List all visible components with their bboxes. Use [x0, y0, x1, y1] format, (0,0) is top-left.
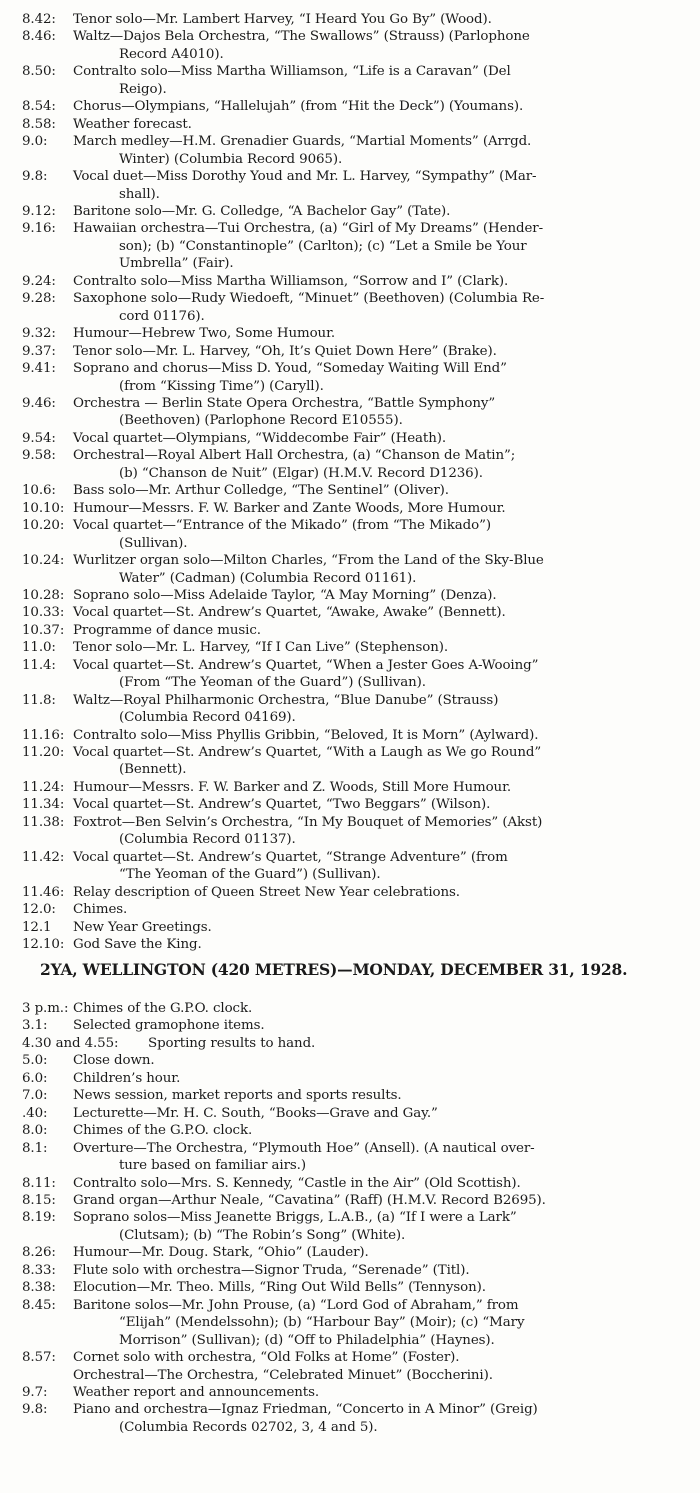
programme-entry: [0, 884, 700, 901]
entry-text: March medley—H.M. Grenadier Guards, “Martial Moments” (Arrgd.: [73, 134, 532, 150]
programme-entry: [0, 1349, 700, 1384]
entry-text-continued: (Columbia Records 02702, 3, 4 and 5).: [119, 1419, 378, 1435]
entry-time: 8.45:: [22, 1297, 56, 1313]
programme-entry: [0, 1175, 700, 1192]
entry-text: Tenor solo—Mr. L. Harvey, “Oh, It’s Quiet Down Here” (Brake).: [73, 343, 497, 359]
entry-time: 8.15:: [22, 1192, 56, 1208]
entry-time: 8.42:: [22, 12, 56, 27]
programme-entry: [0, 482, 700, 499]
entry-text: Chimes.: [73, 902, 128, 918]
entry-text: Children’s hour.: [73, 1070, 181, 1086]
programme-entry: [0, 1262, 700, 1279]
programme-entry: [0, 587, 700, 604]
entry-text-continued: “The Yeoman of the Guard”) (Sullivan).: [119, 867, 381, 883]
entry-text: Lecturette—Mr. H. C. South, “Books—Grave and Gay.”: [73, 1105, 438, 1121]
entry-text: Relay description of Queen Street New Year celebrations.: [73, 884, 460, 900]
programme-entry: [0, 622, 700, 639]
entry-text-continued: Umbrella” (Fair).: [119, 256, 234, 272]
entry-text: Flute solo with orchestra—Signor Truda, “Serenade” (Titl).: [73, 1262, 470, 1278]
programme-entry: [0, 901, 700, 918]
entry-time: 9.16:: [22, 221, 56, 237]
programme-entry: [0, 430, 700, 447]
entry-time: 10.33:: [22, 605, 65, 621]
entry-text: Vocal quartet—St. Andrew’s Quartet, “Awake, Awake” (Bennett).: [73, 605, 506, 621]
programme-entry: [0, 1087, 700, 1104]
entry-text: God Save the King.: [73, 937, 202, 953]
entry-time: 10.6:: [22, 483, 56, 499]
entry-text: Hawaiian orchestra—Tui Orchestra, (a) “Girl of My Dreams” (Hender-: [73, 221, 543, 237]
entry-time: 10.28:: [22, 587, 65, 603]
entry-time: 8.46:: [22, 29, 56, 45]
entry-text-continued: shall).: [119, 186, 160, 202]
entry-time: 9.58:: [22, 448, 56, 464]
entry-time: 11.46:: [22, 884, 65, 900]
programme-entry: [0, 395, 700, 430]
programme-entry: [0, 1209, 700, 1244]
programme-entry: [0, 1140, 700, 1175]
programme-entry: [0, 500, 700, 517]
programme-entry: [0, 168, 700, 203]
entry-text: Vocal quartet—St. Andrew’s Quartet, “Two Beggars” (Wilson).: [73, 797, 491, 813]
entry-text: Wurlitzer organ solo—Milton Charles, “From the Land of the Sky-Blue: [73, 553, 544, 569]
entry-text: Humour—Hebrew Two, Some Humour.: [73, 326, 336, 342]
programme-entry: [0, 63, 700, 98]
entry-text-continued: (Columbia Record 01137).: [119, 832, 296, 848]
entry-time: 9.7:: [22, 1384, 48, 1400]
entry-text: Soprano solos—Miss Jeanette Briggs, L.A.B., (a) “If I were a Lark”: [73, 1210, 517, 1226]
entry-time: 12.10:: [22, 937, 65, 953]
entry-time: 9.24:: [22, 273, 56, 289]
programme-entry: [0, 552, 700, 587]
entry-time: 11.16:: [22, 727, 65, 743]
entry-text-continued: (Beethoven) (Parlophone Record E10555).: [119, 413, 403, 429]
programme-entry: [0, 447, 700, 482]
programme-entry: [0, 744, 700, 779]
programme-entry: [0, 1401, 700, 1436]
entry-time: 10.20:: [22, 518, 65, 534]
entry-time: 9.46:: [22, 395, 56, 411]
entry-text: New Year Greetings.: [73, 919, 212, 935]
entry-time: 10.37:: [22, 622, 65, 638]
programme-entry: [0, 1384, 700, 1401]
entry-text: Overture—The Orchestra, “Plymouth Hoe” (Ansell). (A nautical over-: [73, 1140, 535, 1156]
entry-text: Humour—Messrs. F. W. Barker and Zante Woods, More Humour.: [73, 500, 506, 516]
entry-time: 7.0:: [22, 1088, 48, 1104]
entry-time: 5.0:: [22, 1053, 48, 1069]
programme-list-2ya: [0, 1000, 700, 1436]
entry-text: Foxtrot—Ben Selvin’s Orchestra, “In My Bouquet of Memories” (Akst): [73, 814, 543, 830]
programme-entry: [0, 360, 700, 395]
entry-text: Baritone solos—Mr. John Prouse, (a) “Lord God of Abraham,” from: [73, 1297, 519, 1313]
entry-time: 9.32:: [22, 326, 56, 342]
entry-time: 11.24:: [22, 779, 65, 795]
programme-entry: [0, 133, 700, 168]
entry-text-continued: “Elijah” (Mendelssohn); (b) “Harbour Bay” (Moir); (c) “Mary: [119, 1315, 525, 1331]
programme-entry: [0, 814, 700, 849]
entry-text: Sporting results to hand.: [148, 1035, 316, 1051]
entry-text: Piano and orchestra—Ignaz Friedman, “Concerto in A Minor” (Greig): [73, 1402, 538, 1418]
programme-entry: [0, 1244, 700, 1261]
programme-entry: [0, 1017, 700, 1034]
entry-time: 11.34:: [22, 797, 65, 813]
entry-text: Contralto solo—Miss Phyllis Gribbin, “Beloved, It is Morn” (Aylward).: [73, 727, 539, 743]
entry-text: Bass solo—Mr. Arthur Colledge, “The Sentinel” (Oliver).: [73, 483, 449, 499]
programme-entry: [0, 1000, 700, 1017]
entry-time: 8.54:: [22, 99, 56, 115]
entry-time: 11.4:: [22, 657, 56, 673]
entry-text: Tenor solo—Mr. Lambert Harvey, “I Heard You Go By” (Wood).: [73, 12, 492, 27]
entry-time: 8.19:: [22, 1210, 56, 1226]
entry-text-continued: Morrison” (Sullivan); (d) “Off to Philadelphia” (Haynes).: [119, 1332, 495, 1348]
programme-entry: [0, 343, 700, 360]
entry-text: Waltz—Royal Philharmonic Orchestra, “Blue Danube” (Strauss): [73, 692, 499, 708]
entry-time: 6.0:: [22, 1070, 48, 1086]
entry-text: Programme of dance music.: [73, 622, 261, 638]
programme-entry: [0, 1052, 700, 1069]
entry-time: 9.41:: [22, 361, 56, 377]
entry-text: Vocal duet—Miss Dorothy Youd and Mr. L. Harvey, “Sympathy” (Mar-: [73, 169, 537, 185]
entry-text-continued: (Clutsam); (b) “The Robin’s Song” (White).: [119, 1227, 406, 1243]
entry-text: Selected gramophone items.: [73, 1018, 265, 1034]
entry-time: 8.33:: [22, 1262, 56, 1278]
programme-entry: [0, 727, 700, 744]
programme-entry: [0, 779, 700, 796]
programme-entry: [0, 28, 700, 63]
programme-entry: [0, 1105, 700, 1122]
entry-text-continued: Reigo).: [119, 81, 167, 97]
programme-entry: [0, 796, 700, 813]
entry-time: 8.58:: [22, 116, 56, 132]
entry-text-continued: (from “Kissing Time”) (Caryll).: [119, 378, 324, 394]
entry-text: Orchestra — Berlin State Opera Orchestra, “Battle Symphony”: [73, 395, 496, 411]
entry-text: Humour—Mr. Doug. Stark, “Ohio” (Lauder).: [73, 1245, 369, 1261]
entry-text: Tenor solo—Mr. L. Harvey, “If I Can Live” (Stephenson).: [73, 640, 448, 656]
entry-time: 8.0:: [22, 1123, 48, 1139]
entry-text-continued: son); (b) “Constantinople” (Carlton); (c) “Let a Smile be Your: [119, 238, 527, 254]
entry-text: Humour—Messrs. F. W. Barker and Z. Woods, Still More Humour.: [73, 779, 512, 795]
programme-entry: [0, 1297, 700, 1349]
entry-time: 9.37:: [22, 343, 56, 359]
entry-text-continued: Record A4010).: [119, 46, 224, 62]
entry-text-continued: Winter) (Columbia Record 9065).: [119, 151, 343, 167]
entry-text: Saxophone solo—Rudy Wiedoeft, “Minuet” (Beethoven) (Columbia Re-: [73, 291, 545, 307]
entry-time: 11.20:: [22, 745, 65, 761]
programme-entry: [0, 1279, 700, 1296]
programme-entry: [0, 517, 700, 552]
programme-entry: [0, 98, 700, 115]
programme-entry: [0, 919, 700, 936]
programme-list-1yа: [0, 11, 700, 953]
entry-time: 9.0:: [22, 134, 48, 150]
entry-text: Weather forecast.: [73, 116, 192, 132]
entry-time: 11.38:: [22, 814, 65, 830]
programme-entry: [0, 203, 700, 220]
entry-text-continued: (Bennett).: [119, 762, 187, 778]
entry-text-continued: (Columbia Record 04169).: [119, 710, 296, 726]
programme-entry: [0, 1192, 700, 1209]
programme-entry: [0, 657, 700, 692]
entry-time: 9.8:: [22, 1402, 48, 1418]
entry-text: Soprano and chorus—Miss D. Youd, “Someday Waiting Will End”: [73, 361, 507, 377]
entry-text: Vocal quartet—St. Andrew’s Quartet, “With a Laugh as We go Round”: [73, 745, 542, 761]
entry-text: Cornet solo with orchestra, “Old Folks at Home” (Foster).: [73, 1350, 460, 1366]
entry-text: News session, market reports and sports results.: [73, 1088, 402, 1104]
entry-time: .40:: [22, 1105, 48, 1121]
entry-text: Baritone solo—Mr. G. Colledge, “A Bachelor Gay” (Tate).: [73, 203, 451, 219]
entry-time: 9.12:: [22, 203, 56, 219]
entry-time: 9.8:: [22, 169, 48, 185]
entry-text: Vocal quartet—Olympians, “Widdecombe Fair” (Heath).: [73, 430, 447, 446]
entry-time: 8.26:: [22, 1245, 56, 1261]
programme-entry: [0, 604, 700, 621]
programme-entry: [0, 116, 700, 133]
entry-text-continued: Water” (Cadman) (Columbia Record 01161).: [119, 570, 417, 586]
entry-text: Contralto solo—Miss Martha Williamson, “Life is a Caravan” (Del: [73, 64, 511, 80]
entry-time: 10.10:: [22, 500, 65, 516]
programme-entry: [0, 290, 700, 325]
entry-text: Soprano solo—Miss Adelaide Taylor, “A May Morning” (Denza).: [73, 587, 497, 603]
entry-time: 3 p.m.:: [22, 1001, 69, 1016]
entry-text-continued: (Sullivan).: [119, 535, 188, 551]
entry-time: 9.28:: [22, 291, 56, 307]
entry-text: Chorus—Olympians, “Hallelujah” (from “Hit the Deck”) (Youmans).: [73, 99, 524, 115]
programme-entry: [0, 1122, 700, 1139]
entry-text: Weather report and announcements.: [73, 1384, 320, 1400]
entry-time: 3.1:: [22, 1018, 48, 1034]
programme-entry: [0, 325, 700, 342]
entry-text: Close down.: [73, 1053, 155, 1069]
entry-text: Contralto solo—Miss Martha Williamson, “Sorrow and I” (Clark).: [73, 273, 509, 289]
entry-time: 8.11:: [22, 1175, 56, 1191]
entry-time: 8.50:: [22, 64, 56, 80]
entry-text-continued: (b) “Chanson de Nuit” (Elgar) (H.M.V. Record D1236).: [119, 465, 483, 481]
programme-entry: [0, 936, 700, 953]
entry-text: Vocal quartet—“Entrance of the Mikado” (from “The Mikado”): [73, 518, 491, 534]
entry-text: Waltz—Dajos Bela Orchestra, “The Swallows” (Strauss) (Parlophone: [73, 29, 530, 45]
entry-time: 4.30 and 4.55:: [22, 1035, 119, 1051]
programme-entry: [0, 849, 700, 884]
entry-time: 11.8:: [22, 692, 56, 708]
programme-entry: [0, 1070, 700, 1087]
entry-time: 12.0:: [22, 902, 56, 918]
entry-text: Vocal quartet—St. Andrew’s Quartet, “When a Jester Goes A-Wooing”: [73, 657, 539, 673]
entry-time: 8.57:: [22, 1350, 56, 1366]
entry-time: 11.42:: [22, 849, 65, 865]
entry-time: 8.38:: [22, 1280, 56, 1296]
entry-text-continued: Orchestral—The Orchestra, “Celebrated Minuet” (Boccherini).: [73, 1367, 493, 1383]
entry-text: Vocal quartet—St. Andrew’s Quartet, “Strange Adventure” (from: [73, 849, 508, 865]
entry-text: Elocution—Mr. Theo. Mills, “Ring Out Wild Bells” (Tennyson).: [73, 1280, 486, 1296]
programme-entry: [0, 692, 700, 727]
programme-entry: [0, 639, 700, 656]
entry-time: 11.0:: [22, 640, 56, 656]
entry-text: Chimes of the G.P.O. clock.: [73, 1001, 253, 1016]
entry-text: Orchestral—Royal Albert Hall Orchestra, (a) “Chanson de Matin”;: [73, 448, 516, 464]
programme-entry: [0, 1035, 700, 1052]
entry-text: Grand organ—Arthur Neale, “Cavatina” (Raff) (H.M.V. Record B2695).: [73, 1192, 546, 1208]
entry-time: 8.1:: [22, 1140, 48, 1156]
entry-text-continued: (From “The Yeoman of the Guard”) (Sullivan).: [119, 675, 426, 691]
entry-text-continued: ture based on familiar airs.): [119, 1158, 306, 1174]
entry-time: 9.54:: [22, 430, 56, 446]
entry-text: Contralto solo—Mrs. S. Kennedy, “Castle in the Air” (Old Scottish).: [73, 1175, 521, 1191]
programme-entry: [0, 220, 700, 272]
entry-time: 12.1: [22, 919, 52, 935]
entry-time: 10.24:: [22, 553, 65, 569]
programme-entry: [0, 11, 700, 28]
station-heading: 2YA, WELLINGTON (420 METRES)—MONDAY, DECEMBER 31, 1928.: [40, 960, 628, 979]
entry-text-continued: cord 01176).: [119, 308, 205, 324]
entry-text: Chimes of the G.P.O. clock.: [73, 1123, 253, 1139]
programme-entry: [0, 273, 700, 290]
